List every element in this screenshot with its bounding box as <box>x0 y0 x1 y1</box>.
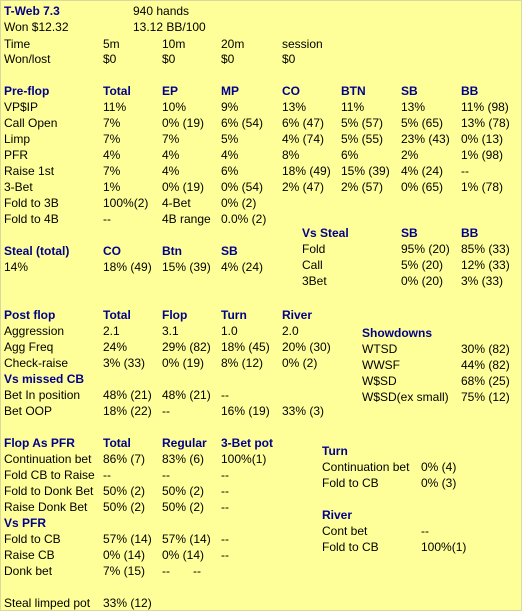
stat-value: 5% (57) <box>341 116 384 130</box>
col-5m: 5m <box>103 37 120 51</box>
stat-value: 1% (78) <box>461 180 504 194</box>
stat-value: 50% (2) <box>162 500 205 514</box>
stat-value: -- <box>162 564 170 578</box>
stat-value: 18% (49) <box>282 164 331 178</box>
stat-value: 5% (20) <box>401 258 444 272</box>
stat-value: 0% (2) <box>221 196 257 210</box>
turn-title: Turn <box>322 444 348 458</box>
stat-value: 1% <box>103 180 121 194</box>
stat-value: 4% (24) <box>401 164 444 178</box>
stat-value: 3% (33) <box>461 274 504 288</box>
stat-value: 85% (33) <box>461 242 510 256</box>
preflop-title: Pre-flop <box>4 84 50 98</box>
stat-value: 30% (82) <box>461 342 510 356</box>
stat-value: 6% (54) <box>221 116 264 130</box>
stat-label: Raise CB <box>4 548 55 562</box>
stat-value: 95% (20) <box>401 242 450 256</box>
stat-value: 0% (19) <box>162 180 205 194</box>
stat-label: 3-Bet <box>4 180 33 194</box>
stat-value: 50% (2) <box>103 484 146 498</box>
stat-label: Raise Donk Bet <box>4 500 88 514</box>
stat-label: Fold to CB <box>322 476 379 490</box>
stat-value: 12% (33) <box>461 258 510 272</box>
stat-value: 3.1 <box>162 324 179 338</box>
wonlost-10m: $0 <box>162 52 176 66</box>
steal-col-sb: SB <box>221 244 238 258</box>
stat-label: PFR <box>4 148 28 162</box>
stat-value: 6% (47) <box>282 116 325 130</box>
preflop-col-btn: BTN <box>341 84 366 98</box>
wonlost-5m: $0 <box>103 52 117 66</box>
stat-value: 0% (20) <box>401 274 444 288</box>
stat-label: VP$IP <box>4 100 39 114</box>
postflop-col-river: River <box>282 308 313 322</box>
stat-value: 2% (57) <box>341 180 384 194</box>
stat-value: 48% (21) <box>162 388 211 402</box>
stat-label: WTSD <box>362 342 398 356</box>
stat-value: -- <box>193 564 201 578</box>
stat-value: 7% <box>103 132 121 146</box>
stat-label: Bet OOP <box>4 404 53 418</box>
postflop-col-flop: Flop <box>162 308 188 322</box>
stat-value: 57% (14) <box>162 532 211 546</box>
stat-label: Limp <box>4 132 31 146</box>
stat-value: 50% (2) <box>162 484 205 498</box>
steal-limped-value: 33% (12) <box>103 596 152 610</box>
missed-cb-title: Vs missed CB <box>4 372 85 386</box>
stat-label: 3Bet <box>302 274 327 288</box>
vs-steal-col-sb: SB <box>401 226 418 240</box>
stat-label: Agg Freq <box>4 340 54 354</box>
stat-value: 100%(2) <box>103 196 149 210</box>
stat-value: 100%(1) <box>221 452 267 466</box>
stat-label: Raise 1st <box>4 164 55 178</box>
stat-label: 4-Bet <box>162 196 191 210</box>
stat-value: 7% <box>103 116 121 130</box>
flop-pfr-title: Flop As PFR <box>4 436 75 450</box>
stat-value: 23% (43) <box>401 132 450 146</box>
stat-value: 0% (54) <box>221 180 264 194</box>
stat-value: 8% (12) <box>221 356 264 370</box>
stat-value: 2% (47) <box>282 180 325 194</box>
stat-value: 4% <box>221 148 239 162</box>
stat-label: Fold CB to Raise <box>4 468 95 482</box>
stat-value: 4% <box>103 148 121 162</box>
stat-label: 4B range <box>162 212 211 226</box>
stat-label: WWSF <box>362 358 400 372</box>
steal-sb: 4% (24) <box>221 260 264 274</box>
stat-value: 0% (3) <box>421 476 457 490</box>
stat-value: 0% (4) <box>421 460 457 474</box>
preflop-col-mp: MP <box>221 84 239 98</box>
stat-value: -- <box>162 468 170 482</box>
stat-value: 0% (19) <box>162 116 205 130</box>
flop-pfr-col-3bet: 3-Bet pot <box>221 436 273 450</box>
steal-limped-label: Steal limped pot <box>4 596 91 610</box>
stat-value: 68% (25) <box>461 374 510 388</box>
vs-pfr-title: Vs PFR <box>4 516 47 530</box>
steal-total: 14% <box>4 260 29 274</box>
stat-value: 1.0 <box>221 324 238 338</box>
stat-value: 3% (33) <box>103 356 146 370</box>
stat-value: 10% <box>162 100 187 114</box>
col-session: session <box>282 37 323 51</box>
stat-value: 48% (21) <box>103 388 152 402</box>
stat-value: 4% (74) <box>282 132 325 146</box>
steal-btn: 15% (39) <box>162 260 211 274</box>
stat-value: -- <box>221 484 229 498</box>
wonlost-20m: $0 <box>221 52 235 66</box>
stat-value: -- <box>162 404 170 418</box>
stat-value: 5% (55) <box>341 132 384 146</box>
stat-value: 0% (2) <box>282 356 318 370</box>
stat-value: 29% (82) <box>162 340 211 354</box>
stat-value: 44% (82) <box>461 358 510 372</box>
stat-value: 11% <box>103 100 127 114</box>
col-10m: 10m <box>162 37 186 51</box>
postflop-title: Post flop <box>4 308 56 322</box>
stat-value: 2.1 <box>103 324 120 338</box>
preflop-col-total: Total <box>103 84 131 98</box>
steal-title: Steal (total) <box>4 244 70 258</box>
vs-steal-title: Vs Steal <box>302 226 349 240</box>
stat-label: Check-raise <box>4 356 69 370</box>
stat-value: 8% <box>282 148 300 162</box>
stat-value: 20% (30) <box>282 340 331 354</box>
stat-value: -- <box>103 468 111 482</box>
steal-col-co: CO <box>103 244 121 258</box>
stat-value: 75% (12) <box>461 390 510 404</box>
preflop-col-bb: BB <box>461 84 479 98</box>
postflop-col-turn: Turn <box>221 308 247 322</box>
stat-value: 2.0 <box>282 324 299 338</box>
vs-steal-col-bb: BB <box>461 226 479 240</box>
stat-value: -- <box>221 500 229 514</box>
stat-value: 11% <box>341 100 365 114</box>
stat-value: 18% (22) <box>103 404 152 418</box>
stat-value: 0% (65) <box>401 180 444 194</box>
stat-value: 13% <box>282 100 307 114</box>
stat-value: 0% (14) <box>103 548 146 562</box>
wonlost-label: Won/lost <box>4 52 51 66</box>
stat-label: Donk bet <box>4 564 53 578</box>
stat-label: Call <box>302 258 323 272</box>
hands-count: 940 hands <box>133 4 190 18</box>
stat-label: W$SD(ex small) <box>362 390 449 404</box>
stat-value: 7% (15) <box>103 564 146 578</box>
preflop-col-sb: SB <box>401 84 418 98</box>
stat-label: Fold to Donk Bet <box>4 484 94 498</box>
showdowns-title: Showdowns <box>362 326 432 340</box>
stat-value: 24% <box>103 340 128 354</box>
stat-value: 16% (19) <box>221 404 270 418</box>
stat-value: 1% (98) <box>461 148 504 162</box>
stat-value: 7% <box>162 132 180 146</box>
time-label: Time <box>4 37 31 51</box>
stat-value: 18% (45) <box>221 340 270 354</box>
stat-value: 2% <box>401 148 419 162</box>
stat-value: 11% (98) <box>461 100 509 114</box>
stat-value: 0% (13) <box>461 132 504 146</box>
preflop-col-ep: EP <box>162 84 179 98</box>
stat-value: 15% (39) <box>341 164 390 178</box>
stat-value: -- <box>421 524 429 538</box>
stat-value: 57% (14) <box>103 532 152 546</box>
stat-value: 83% (6) <box>162 452 205 466</box>
preflop-col-co: CO <box>282 84 300 98</box>
wonlost-session: $0 <box>282 52 296 66</box>
stat-value: 4% <box>162 148 180 162</box>
stat-label: Fold <box>302 242 326 256</box>
stat-value: 33% (3) <box>282 404 325 418</box>
stat-label: Bet In position <box>4 388 81 402</box>
stat-value: 100%(1) <box>421 540 467 554</box>
stat-label: Fold to CB <box>322 540 379 554</box>
bb-per-100: 13.12 BB/100 <box>133 20 206 34</box>
app-title: T-Web 7.3 <box>4 4 60 18</box>
stat-value: 0% (19) <box>162 356 205 370</box>
stat-value: 4% <box>162 164 180 178</box>
stat-label: Fold to 4B <box>4 212 59 226</box>
col-20m: 20m <box>221 37 245 51</box>
flop-pfr-col-total: Total <box>103 436 131 450</box>
stat-value: -- <box>461 164 469 178</box>
stat-value: 5% (65) <box>401 116 444 130</box>
steal-co: 18% (49) <box>103 260 152 274</box>
stat-value: 86% (7) <box>103 452 146 466</box>
stat-label: Continuation bet <box>4 452 92 466</box>
stat-value: 13% (78) <box>461 116 510 130</box>
stat-value: 13% <box>401 100 426 114</box>
stat-value: 50% (2) <box>103 500 146 514</box>
stat-label: Fold to 3B <box>4 196 59 210</box>
stat-value: 0% (14) <box>162 548 205 562</box>
steal-col-btn: Btn <box>162 244 182 258</box>
postflop-col-total: Total <box>103 308 131 322</box>
stat-label: Aggression <box>4 324 65 338</box>
stat-value: -- <box>221 548 229 562</box>
stat-value: 5% <box>221 132 239 146</box>
stat-label: Cont bet <box>322 524 368 538</box>
stat-label: W$SD <box>362 374 397 388</box>
stat-value: 6% <box>221 164 239 178</box>
flop-pfr-col-regular: Regular <box>162 436 207 450</box>
stat-label: Call Open <box>4 116 58 130</box>
stat-value: 9% <box>221 100 239 114</box>
stat-value: -- <box>221 388 229 402</box>
won-amount: Won $12.32 <box>4 20 69 34</box>
stat-label: Continuation bet <box>322 460 410 474</box>
stat-label: Fold to CB <box>4 532 61 546</box>
stat-value: -- <box>221 532 229 546</box>
stat-value: 7% <box>103 164 121 178</box>
stat-value: 6% <box>341 148 359 162</box>
river-title: River <box>322 508 353 522</box>
stat-value: -- <box>103 212 111 226</box>
stat-value: -- <box>221 468 229 482</box>
stat-value: 0.0% (2) <box>221 212 267 226</box>
